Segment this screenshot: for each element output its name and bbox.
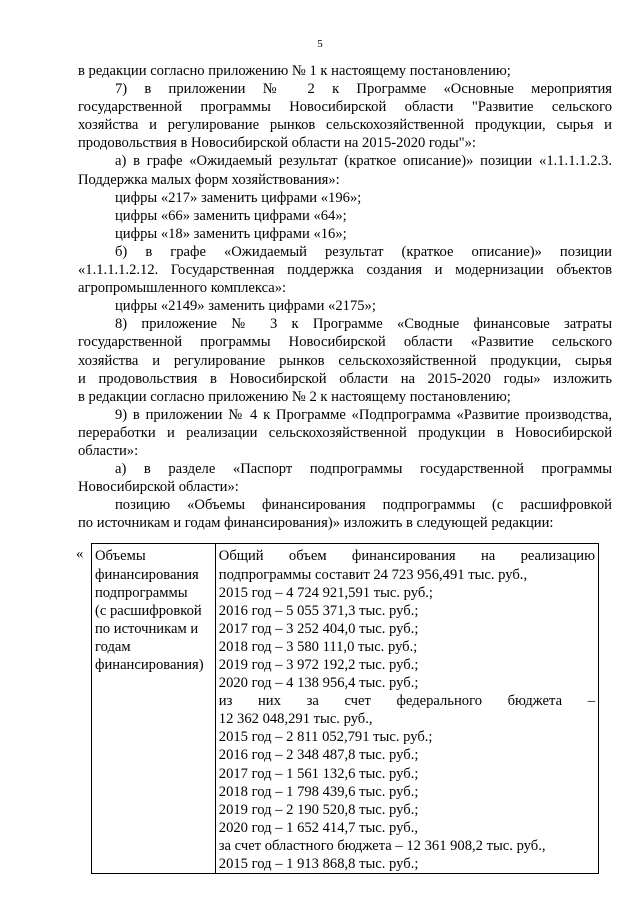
value-line: 2019 год – 3 972 192,2 тыс. руб.;	[218, 657, 419, 673]
paragraph-item-9	[78, 406, 612, 460]
text-line: Новосибирской области»:	[78, 479, 239, 496]
table-row	[92, 544, 599, 874]
label-line: по источникам и	[95, 620, 199, 637]
value-line: Общий объем финансирования на реализацию	[218, 548, 595, 565]
value-line: 2016 год – 2 348 487,8 тыс. руб.;	[218, 747, 419, 764]
text-line: 7) в приложении № 2 к Программе «Основные мероприятия	[115, 81, 612, 98]
label-line: подпрограммы	[95, 584, 188, 601]
paragraph-item-7	[78, 80, 612, 152]
label-line: финансирования	[95, 566, 199, 583]
paragraph-position	[78, 496, 612, 532]
paragraph-text: цифры «66» заменить цифрами «64»;	[115, 207, 347, 224]
passport-table-block	[78, 543, 612, 874]
value-line: подпрограммы составит 24 723 956,491 тыс. руб.,	[218, 566, 528, 583]
value-line: 2015 год – 1 913 868,8 тыс. руб.;	[218, 856, 419, 873]
text-line: государственной программы Новосибирской области "Развитие сельского	[78, 99, 612, 116]
text-line: области»:	[78, 442, 139, 459]
table-value-cell	[215, 544, 598, 874]
value-line: за счет областного бюджета – 12 361 908,2 тыс. руб.,	[218, 837, 546, 854]
passport-table	[91, 543, 599, 874]
paragraph-item-9a	[78, 460, 612, 496]
text-line: агропромышленного комплекса»:	[78, 280, 287, 297]
text-line: а) в разделе «Паспорт подпрограммы государственной программы	[115, 461, 612, 478]
text-line: в редакции согласно приложению № 2 к настоящему постановлению;	[78, 388, 511, 405]
value-line: 2015 год – 2 811 052,791 тыс. руб.;	[218, 729, 433, 746]
label-line: Объемы	[95, 548, 146, 565]
value-line: 2019 год – 2 190 520,8 тыс. руб.;	[218, 801, 419, 818]
label-line: финансирования)	[95, 657, 204, 673]
paragraph-item-8	[78, 315, 612, 405]
opening-quote: «	[76, 546, 84, 563]
text-line: по источникам и годам финансирования)» изложить в следующей редакции:	[78, 515, 554, 532]
text-line: а) в графе «Ожидаемый результат (краткое описание)» позиции «1.1.1.1.2.3.	[115, 153, 612, 170]
value-line: 2020 год – 4 138 956,4 тыс. руб.;	[218, 675, 419, 692]
text-line: Поддержка малых форм хозяйствования»:	[78, 171, 340, 188]
value-line: из них за счет федерального бюджета –	[218, 693, 595, 710]
value-line: 2015 год – 4 724 921,591 тыс. руб.;	[218, 584, 433, 601]
value-line: 2017 год – 3 252 404,0 тыс. руб.;	[218, 620, 419, 637]
text-line: государственной программы Новосибирской области «Развитие сельского	[78, 334, 612, 351]
table-label-cell	[92, 544, 216, 874]
paragraph-text: в редакции согласно приложению № 1 к настоящему постановлению;	[78, 63, 511, 79]
paragraph-text: цифры «217» заменить цифрами «196»;	[115, 189, 362, 206]
text-line: хозяйства и регулирование рынков сельскохозяйственной продукции, сырья и	[78, 117, 612, 134]
text-line: б) в графе «Ожидаемый результат (краткое описание)» позиции	[115, 243, 612, 260]
text-line: 9) в приложении № 4 к Программе «Подпрограмма «Развитие производства,	[115, 406, 612, 423]
value-line: 2020 год – 1 652 414,7 тыс. руб.,	[218, 819, 418, 836]
paragraph-item-7b	[78, 243, 612, 297]
paragraph-item-7a	[78, 152, 612, 188]
document-body	[78, 62, 612, 874]
value-line: 2017 год – 1 561 132,6 тыс. руб.;	[218, 765, 419, 782]
paragraph-text: цифры «2149» заменить цифрами «2175»;	[115, 298, 376, 315]
page-number: 5	[317, 38, 323, 50]
text-line: «1.1.1.1.2.12. Государственная поддержка создания и модернизации объектов	[78, 262, 612, 279]
text-line: позицию «Объемы финансирования подпрограммы (с расшифровкой	[115, 497, 612, 514]
value-line: 2016 год – 5 055 371,3 тыс. руб.;	[218, 602, 419, 619]
label-line: (с расшифровкой	[95, 602, 202, 619]
text-line: 8) приложение № 3 к Программе «Сводные финансовые затраты	[115, 316, 612, 333]
value-line: 2018 год – 3 580 111,0 тыс. руб.;	[218, 638, 418, 655]
text-line: хозяйства и регулирование рынков сельскохозяйственной продукции, сырья	[78, 352, 612, 369]
text-line: переработки и реализации сельскохозяйственной продукции в Новосибирской	[78, 424, 612, 441]
text-line: продовольствия в Новосибирской области на 2015-2020 годы"»:	[78, 135, 476, 152]
label-line: годам	[95, 638, 131, 655]
paragraph-text: цифры «18» заменить цифрами «16»;	[115, 225, 347, 242]
value-line: 12 362 048,291 тыс. руб.,	[218, 711, 373, 728]
value-line: 2018 год – 1 798 439,6 тыс. руб.;	[218, 783, 419, 800]
text-line: и продовольствия в Новосибирской области на 2015-2020 годы» изложить	[78, 370, 612, 387]
